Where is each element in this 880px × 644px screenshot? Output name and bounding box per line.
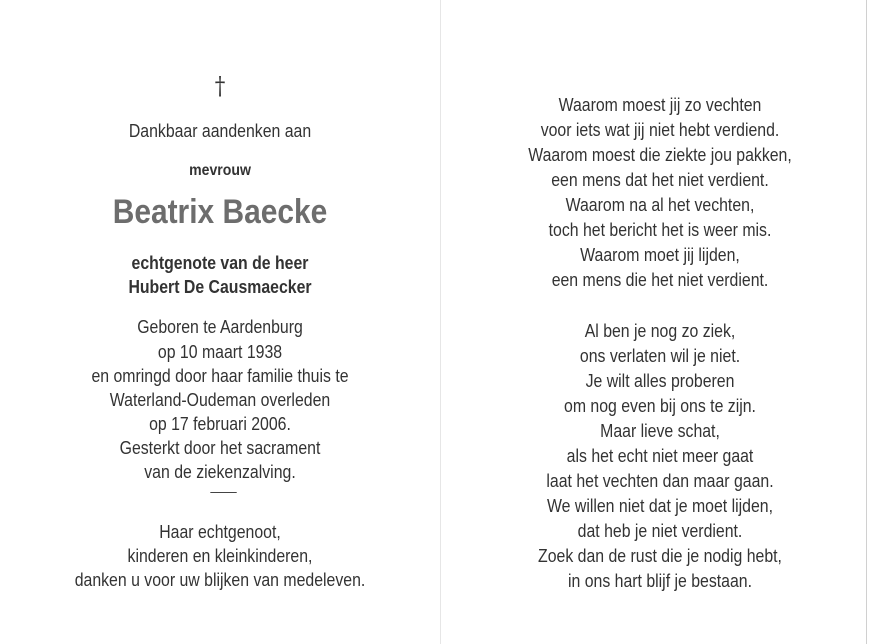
poem-line: toch het bericht het is weer mis. bbox=[548, 220, 772, 240]
poem-line: om nog even bij ons te zijn. bbox=[564, 396, 756, 416]
poem-line: in ons hart blijf je bestaan. bbox=[567, 571, 753, 591]
poem-line: Maar lieve schat, bbox=[600, 421, 720, 441]
poem-line: Waarom na al het vechten, bbox=[565, 195, 755, 215]
intro-text: Dankbaar aandenken aan bbox=[128, 121, 312, 141]
bio-line: op 10 maart 1938 bbox=[157, 342, 283, 362]
spouse-line-2: Hubert De Causmaecker bbox=[128, 277, 312, 297]
thanks-line: Haar echtgenoot, bbox=[159, 522, 281, 542]
fold-line bbox=[440, 0, 441, 644]
card-edge bbox=[866, 0, 867, 644]
poem-line: Zoek dan de rust die je nodig hebt, bbox=[538, 546, 782, 566]
poem-line: We willen niet dat je moet lijden, bbox=[547, 496, 773, 516]
bio-line: Waterland-Oudeman overleden bbox=[109, 390, 331, 410]
poem-line: als het echt niet meer gaat bbox=[566, 446, 754, 466]
separator-dash bbox=[210, 492, 236, 493]
poem-line: voor iets wat jij niet hebt verdiend. bbox=[540, 120, 780, 140]
deceased-name: Beatrix Baecke bbox=[112, 193, 328, 231]
poem-line: laat het vechten dan maar gaan. bbox=[546, 471, 774, 491]
poem-line: Waarom moest jij zo vechten bbox=[558, 95, 762, 115]
thanks-line: danken u voor uw blijken van medeleven. bbox=[74, 570, 366, 590]
poem-line: ons verlaten wil je niet. bbox=[579, 346, 741, 366]
bio-line: Gesterkt door het sacrament bbox=[119, 438, 321, 458]
poem-line: Je wilt alles proberen bbox=[585, 371, 735, 391]
poem-line: Waarom moet jij lijden, bbox=[580, 245, 740, 265]
bio-line: Geboren te Aardenburg bbox=[137, 317, 303, 337]
title-text: mevrouw bbox=[189, 162, 251, 179]
bio-line: van de ziekenzalving. bbox=[144, 462, 296, 482]
poem-line: dat heb je niet verdient. bbox=[577, 521, 743, 541]
thanks-line: kinderen en kleinkinderen, bbox=[127, 546, 313, 566]
poem-line: Waarom moest die ziekte jou pakken, bbox=[528, 145, 792, 165]
bio-line: op 17 februari 2006. bbox=[149, 414, 291, 434]
poem-line: een mens dat het niet verdient. bbox=[551, 170, 769, 190]
poem-line: een mens die het niet verdient. bbox=[551, 270, 769, 290]
poem-line: Al ben je nog zo ziek, bbox=[584, 321, 736, 341]
bio-line: en omringd door haar familie thuis te bbox=[91, 366, 349, 386]
cross-icon: † bbox=[214, 72, 226, 100]
spouse-line-1: echtgenote van de heer bbox=[131, 253, 309, 273]
